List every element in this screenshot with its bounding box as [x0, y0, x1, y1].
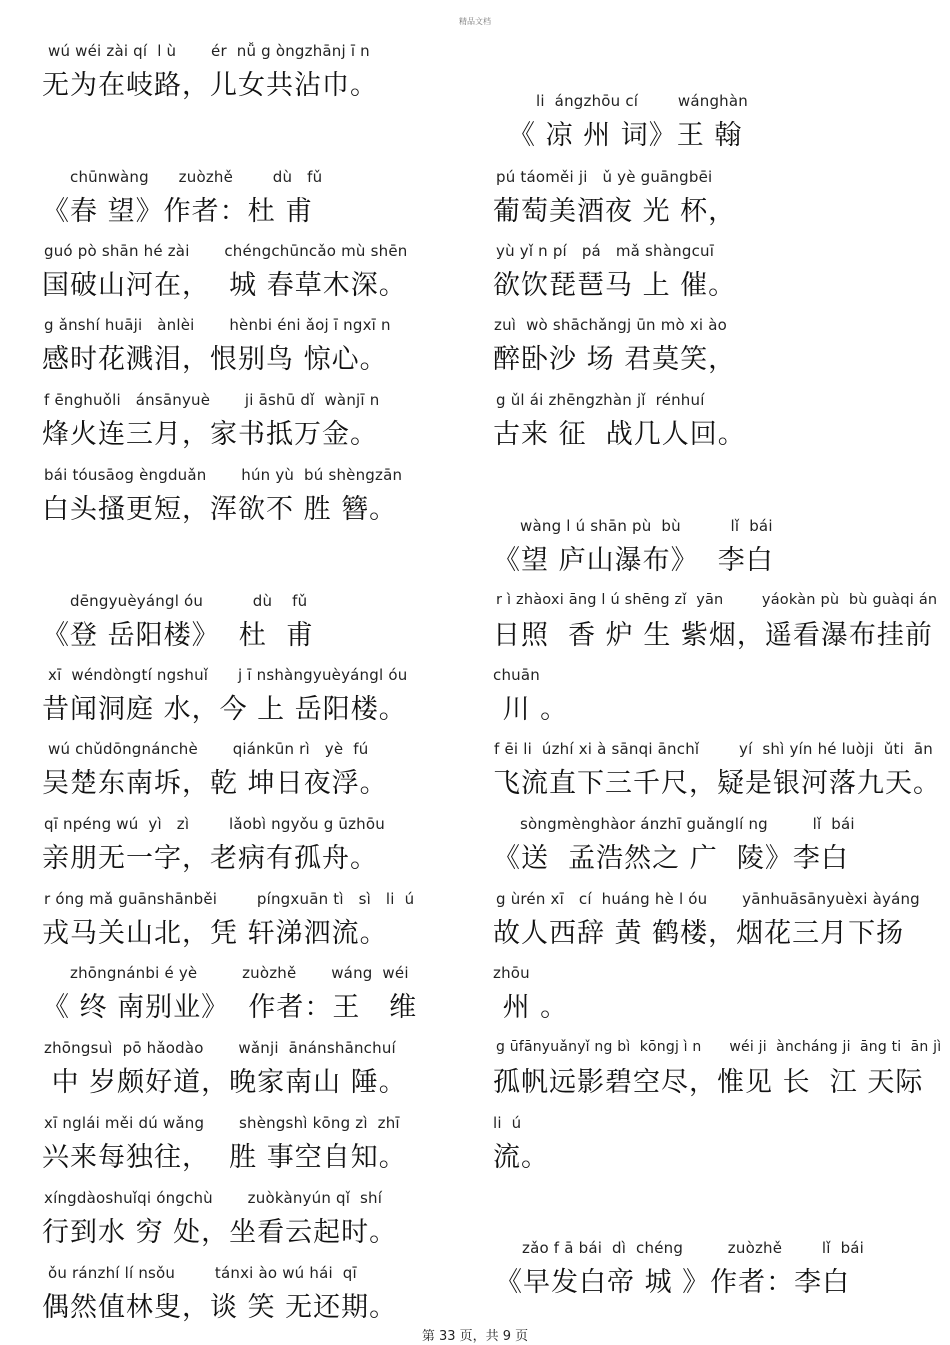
pinyin-line: g ùrén xī cí huáng hè l óu yānhuāsānyuèxi àyáng — [496, 890, 920, 908]
poem-title: 《春 望》作者：杜 甫 — [42, 196, 314, 227]
poem-line: 感时花溅泪，恨别鸟 惊心。 — [42, 344, 388, 375]
pinyin-line: zhōngsuì pō hǎodào wǎnji ānánshānchuí — [44, 1039, 396, 1057]
poem-line: 古来 征 战几人回。 — [493, 419, 746, 450]
poem-line: 兴来每独往， 胜 事空自知。 — [42, 1142, 407, 1173]
poem-line: 日照 香 炉 生 紫烟，遥看瀑布挂前 — [493, 620, 933, 651]
pinyin-line: zhōu — [493, 964, 530, 982]
pinyin-line: ǒu ránzhí lí nsǒu tánxi ào wú hái qī — [48, 1264, 357, 1282]
pinyin-line: f ēi li úzhí xi à sānqi ānchǐ yí shì yín hé luòji ǔti ān — [494, 740, 933, 758]
pinyin-line: wú chǔdōngnánchè qiánkūn rì yè fú — [48, 740, 369, 758]
pinyin-line: xī wéndòngtí ngshuǐ j ī nshàngyuèyángl óu — [48, 666, 408, 684]
pinyin-line: yù yǐ n pí pá mǎ shàngcuī — [496, 242, 715, 260]
poem-line: 昔闻洞庭 水，今 上 岳阳楼。 — [42, 694, 407, 725]
poem-line: 无为在岐路，儿女共沾巾。 — [42, 70, 378, 101]
pinyin-line: guó pò shān hé zài chéngchūncǎo mù shēn — [44, 242, 408, 260]
poem-line: 偶然值林叟，谈 笑 无还期。 — [42, 1292, 398, 1323]
pinyin-line: bái tóusāog èngduǎn hún yù bú shèngzān — [44, 466, 403, 484]
pinyin-line: xíngdàoshuǐqi óngchù zuòkànyún qǐ shí — [44, 1189, 383, 1207]
page-header: 精品文档 — [459, 17, 491, 26]
poem-line: 葡萄美酒夜 光 杯， — [493, 196, 737, 227]
poem-title: 《望 庐山瀑布》 李白 — [493, 545, 774, 576]
pinyin-line: zhōngnánbi é yè zuòzhě wáng wéi — [70, 964, 409, 982]
poem-title: 《送 孟浩然之 广 陵》李白 — [493, 843, 849, 874]
pinyin-line: g ǎnshí huāji ànlèi hènbi éni ǎoj ī ngxī n — [44, 316, 391, 334]
pinyin-line: li ángzhōu cí wánghàn — [536, 92, 748, 110]
poem-line: 飞流直下三千尺，疑是银河落九天。 — [493, 768, 941, 799]
pinyin-line: wú wéi zài qí l ù ér nǚ g òngzhānj ī n — [48, 42, 370, 60]
poem-line: 行到水 穷 处，坐看云起时。 — [42, 1217, 398, 1248]
pinyin-line: chūnwàng zuòzhě dù fǔ — [70, 168, 323, 186]
pinyin-line: r óng mǎ guānshānběi píngxuān tì sì li ú — [44, 890, 415, 908]
poem-line: 白头搔更短，浑欲不 胜 簪。 — [42, 494, 398, 525]
pinyin-line: dēngyuèyángl óu dù fǔ — [70, 592, 308, 610]
page-footer: 第 33 页，共 9 页 — [421, 1329, 529, 1344]
poem-line: 州 。 — [493, 992, 569, 1023]
poem-line: 流。 — [493, 1142, 549, 1173]
poem-line: 孤帆远影碧空尽，惟见 长 江 天际 — [493, 1067, 924, 1098]
poem-line: 中 岁颇好道，晚家南山 陲。 — [42, 1067, 407, 1098]
pinyin-line: chuān — [493, 666, 540, 684]
poem-title: 《 凉 州 词》王 翰 — [508, 120, 743, 151]
pinyin-line: pú táoměi ji ǔ yè guāngbēi — [496, 168, 713, 186]
poem-line: 吴楚东南坼，乾 坤日夜浮。 — [42, 768, 388, 799]
poem-line: 亲朋无一字，老病有孤舟。 — [42, 843, 378, 874]
pinyin-line: li ú — [493, 1114, 522, 1132]
poem-line: 戎马关山北，凭 轩涕泗流。 — [42, 918, 388, 949]
poem-line: 国破山河在， 城 春草木深。 — [42, 270, 407, 301]
pinyin-line: f ēnghuǒli ánsānyuè ji āshū dǐ wànjī n — [44, 391, 380, 409]
pinyin-line: zuì wò shāchǎngj ūn mò xi ào — [494, 316, 728, 334]
pinyin-line: zǎo f ā bái dì chéng zuòzhě lǐ bái — [522, 1239, 865, 1257]
poem-title: 《登 岳阳楼》 杜 甫 — [42, 620, 314, 651]
pinyin-line: g ūfānyuǎnyǐ ng bì kōngj ì n wéi ji àncháng ji āng ti ān jì — [496, 1039, 942, 1055]
pinyin-line: xī nglái měi dú wǎng shèngshì kōng zì zhī — [44, 1114, 400, 1132]
pinyin-line: g ǔl ái zhēngzhàn jǐ rénhuí — [496, 391, 705, 409]
poem-title: 《早发白帝 城 》作者：李白 — [495, 1267, 851, 1298]
pinyin-line: wàng l ú shān pù bù lǐ bái — [520, 517, 773, 535]
pinyin-line: qī npéng wú yì zì lǎobì ngyǒu g ūzhōu — [44, 815, 385, 833]
poem-title: 《 终 南别业》 作者：王 维 — [42, 992, 418, 1023]
pinyin-line: sòngmènghàor ánzhī guǎnglí ng lǐ bái — [520, 815, 855, 833]
poem-line: 川 。 — [493, 694, 569, 725]
poem-line: 欲饮琵琶马 上 催。 — [493, 270, 737, 301]
pinyin-line: r ì zhàoxi āng l ú shēng zǐ yān yáokàn pù bù guàqi án — [496, 592, 938, 608]
poem-line: 故人西辞 黄 鹤楼，烟花三月下扬 — [493, 918, 905, 949]
poem-line: 醉卧沙 场 君莫笑， — [493, 344, 737, 375]
poem-line: 烽火连三月，家书抵万金。 — [42, 419, 378, 450]
